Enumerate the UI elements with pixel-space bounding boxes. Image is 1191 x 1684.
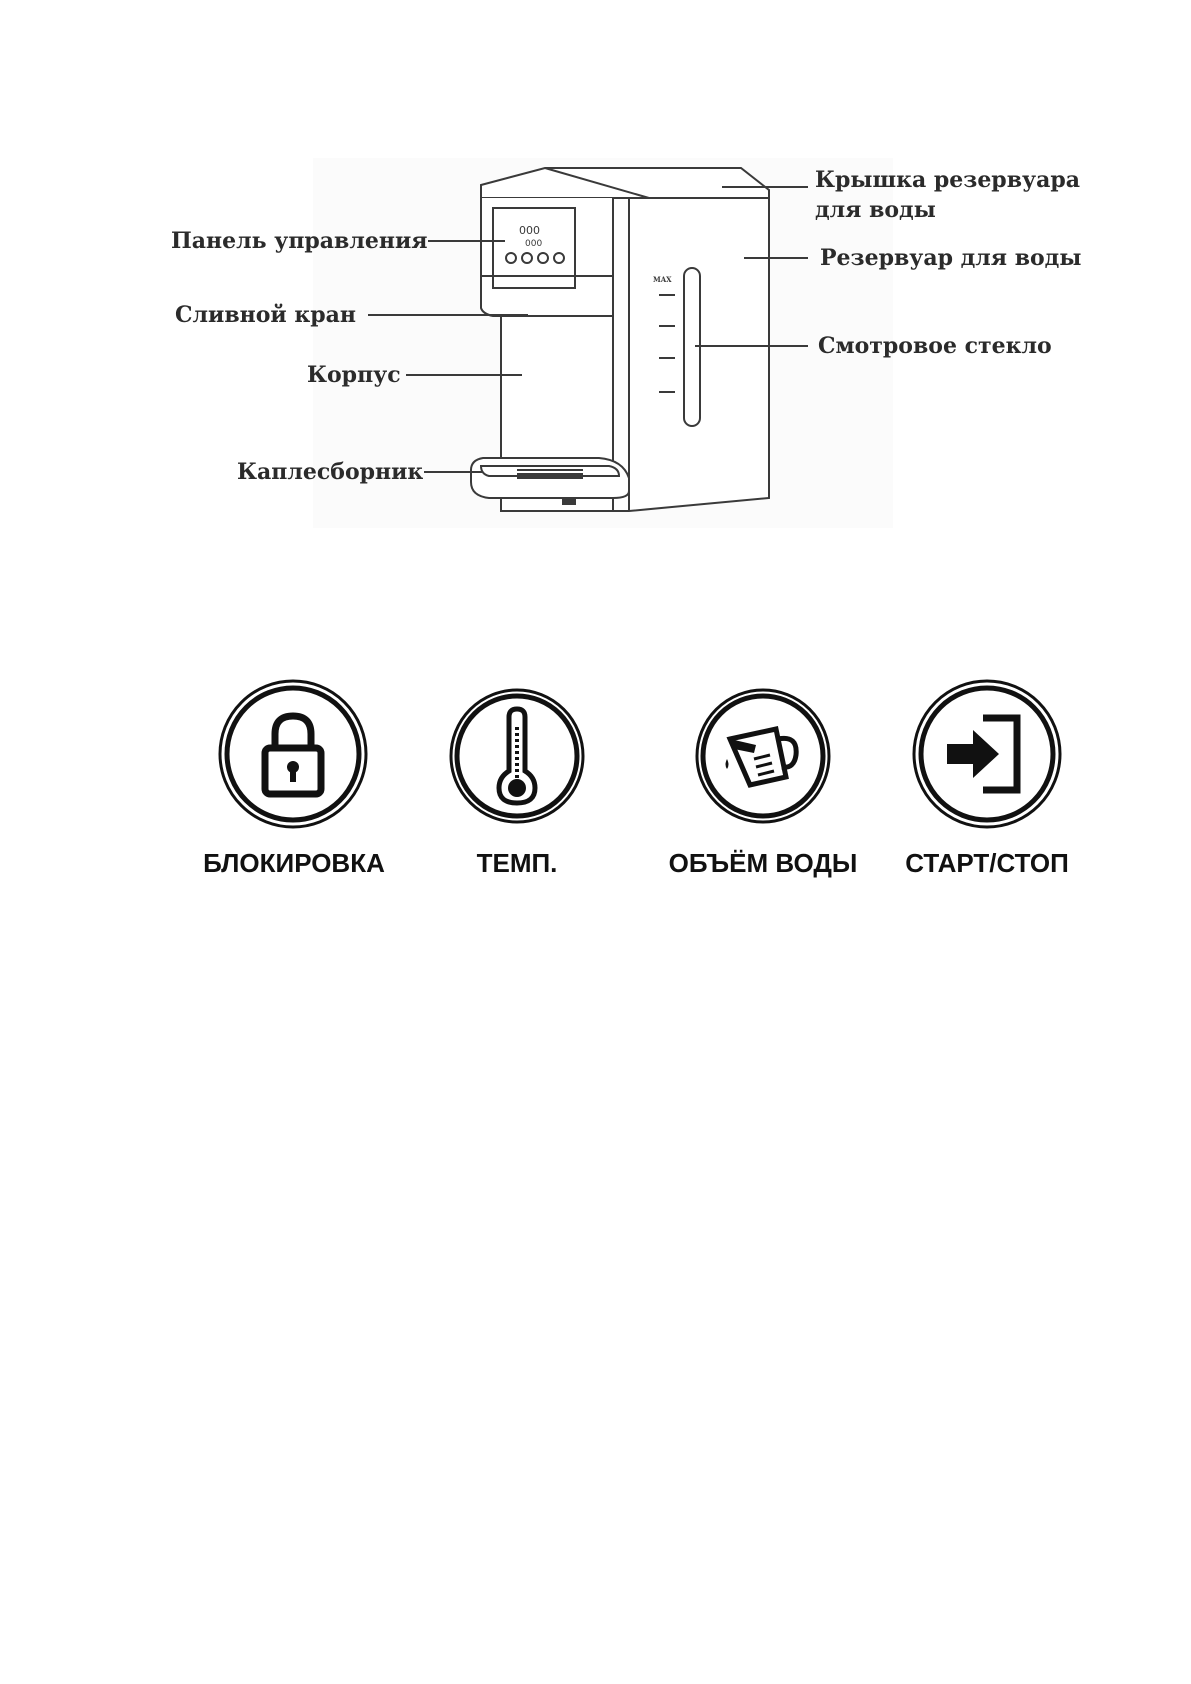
temp-label: ТЕМП.	[476, 848, 558, 878]
temp-button-icon-block	[448, 687, 586, 825]
display-readout-bottom: 000	[525, 239, 543, 249]
lock-icon	[217, 678, 369, 830]
start-stop-icon	[911, 678, 1063, 830]
label-tank-lid-line1: Крышка резервуара	[815, 167, 1080, 193]
scale-header: MAX	[653, 275, 672, 284]
volume-label: ОБЪЁМ ВОДЫ	[668, 848, 858, 878]
label-tank-lid	[815, 165, 1080, 225]
label-drip-tray: Каплесборник	[237, 459, 424, 485]
label-body: Корпус	[307, 362, 401, 388]
thermometer-icon	[448, 687, 586, 825]
label-drain-tap: Сливной кран	[175, 302, 357, 328]
volume-button-icon-block	[694, 687, 832, 825]
label-tank-lid-line2: для воды	[815, 197, 936, 223]
start-stop-button-icon-block	[911, 678, 1063, 830]
label-water-tank: Резервуар для воды	[820, 245, 1082, 271]
start-stop-label: СТАРТ/СТОП	[905, 848, 1069, 878]
measuring-jug-icon	[694, 687, 832, 825]
label-control-panel: Панель управления	[171, 228, 428, 254]
lock-label: БЛОКИРОВКА	[203, 848, 385, 878]
display-readout-top: 000	[519, 224, 540, 237]
lock-button-icon-block	[217, 678, 369, 830]
label-sight-glass: Смотровое стекло	[818, 333, 1052, 359]
